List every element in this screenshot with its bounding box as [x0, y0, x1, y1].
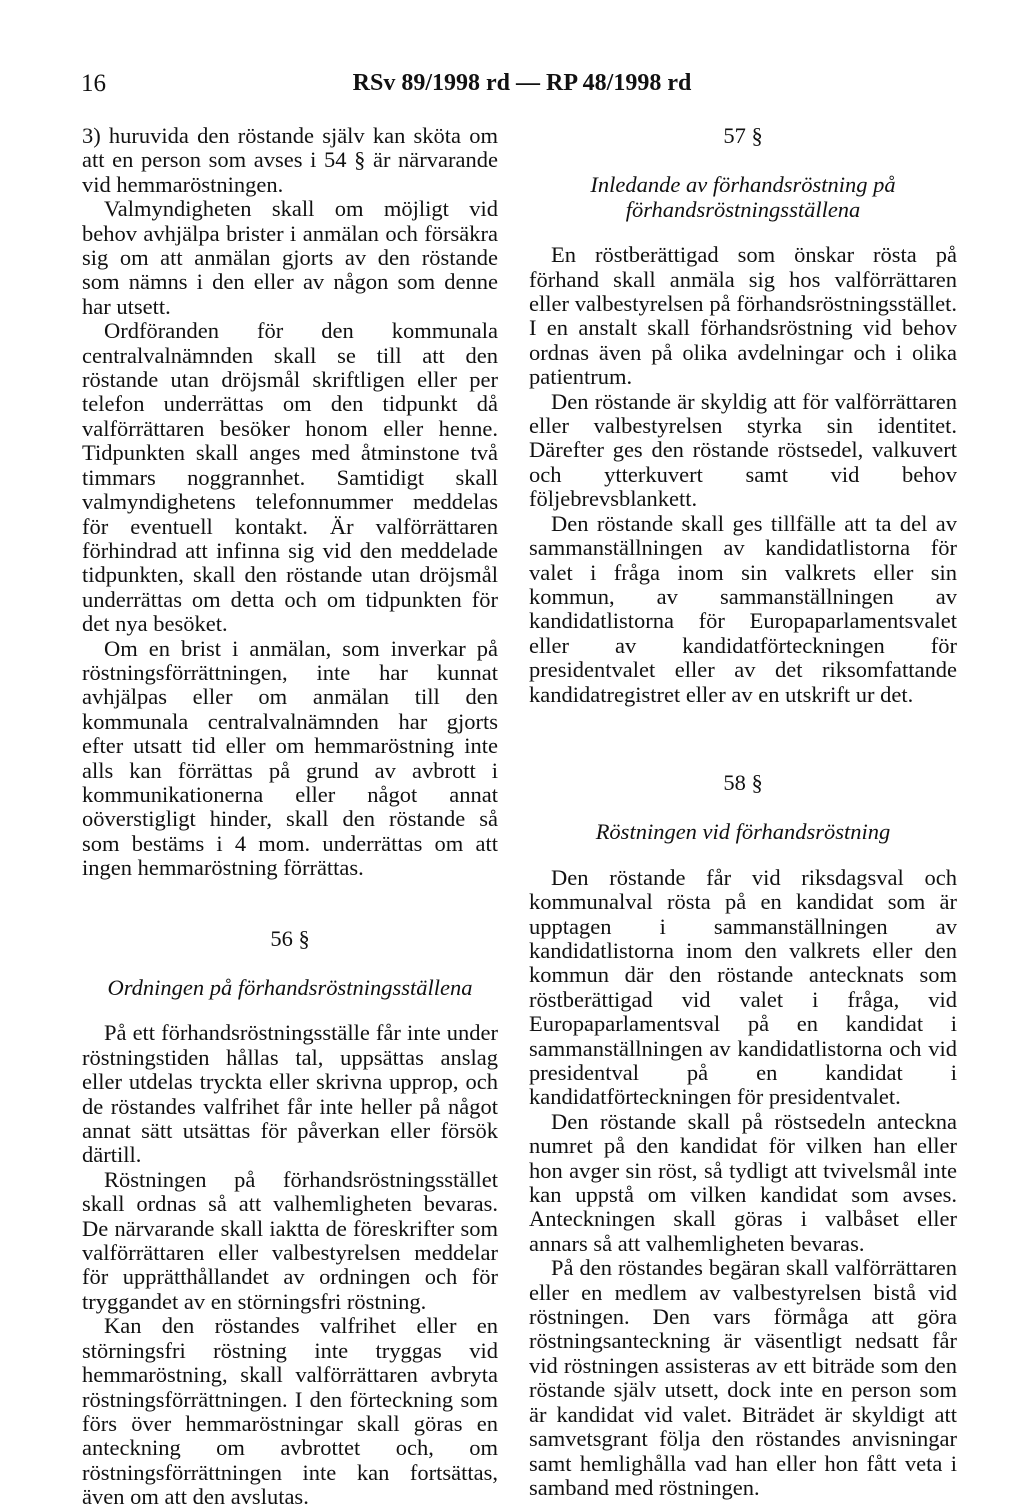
paragraph: Ordföranden för den kommunala centralvalnämnden skall se till att den röstande utan dröjsmål skriftligen eller per telefon underrättas om den tidpunkt då valförrättaren besöker honom eller henne. Tidpunkten skall anges med åtminstone två timmars noggrannhet. Samtidigt skall valmyndighetens telefonnummer meddelas för eventuell kontakt. Är valförrättaren förhindrad att infinna sig vid den meddelade tidpunkten, skall den röstande utan dröjsmål underrättas om detta och om tidpunkten för det nya besöket. [82, 318, 498, 637]
section-number: 58 § [723, 769, 763, 795]
running-header: RSv 89/1998 rd — RP 48/1998 rd [352, 70, 692, 96]
paragraph: Den röstande skall på röstsedeln anteckna numret på den kandidat för vilken han eller hon avger sin röst, så tydligt att tvivelsmål inte kan uppstå om vilken kandidat som avses. Anteckningen skall göras i valbåset eller annars så att valhemligheten bevaras. [529, 1108, 957, 1256]
paragraph: En röstberättigad som önskar rösta på förhand skall anmäla sig hos valförrättaren eller valbestyrelsen på förhandsröstningsstället. I en anstalt skall förhandsröstning vid behov ordnas även på olika avdelningar och i olika patientrum. [529, 242, 957, 390]
section-title: Röstningen vid förhandsröstning [595, 819, 891, 845]
paragraph: Kan den röstandes valfrihet eller en störningsfri röstning inte tryggas vid hemmaröstning, skall valförrättaren avbryta röstningsförrättningen. I den förteckning som förs över hemmaröstningar skall göras en anteckning om avbrottet och, om röstningsförrättningen inte kan fortsättas, även om att den avslutas. [82, 1313, 498, 1510]
left-column [82, 124, 498, 1510]
paragraph: Den röstande är skyldig att för valförrättaren eller valbestyrelsen styrka sin identitet. Därefter ges den röstande röstsedel, valkuvert och ytterkuvert samt vid behov följebrevsblankett. [529, 388, 957, 512]
page-number: 16 [81, 70, 106, 97]
paragraph: 3) huruvida den röstande själv kan sköta om att en person som avses i 54 § är närvarande vid hemmaröstningen. [82, 123, 498, 197]
section-title: Ordningen på förhandsröstningsställena [107, 975, 473, 1000]
section-number: 57 § [723, 123, 763, 148]
paragraph: På ett förhandsröstningsställe får inte under röstningstiden hållas tal, uppsättas anslag eller utdelas tryckta eller skrivna upprop, och de röstandes valfrihet får inte heller på något annat sätt utsättas för påverkan eller försök därtill. [82, 1020, 498, 1168]
paragraph: Valmyndigheten skall om möjligt vid behov avhjälpa brister i anmälan och försäkra sig om att anmälan gjorts av den röstande som nämns i den eller av någon som denne har utsett. [82, 196, 498, 319]
section-number: 56 § [270, 925, 310, 951]
paragraph: Den röstande skall ges tillfälle att ta del av sammanställningen av kandidatlistorna för valet i fråga inom sin valkrets eller sin kommun, av sammanställningen av kandidatlistorna för Europaparlamentsvalet eller av kandidatförteckningen för presidentvalet eller av det riksomfattande kandidatregistret eller av en utskrift ur det. [529, 510, 957, 707]
section-title: Inledande av förhandsröstning på förhandsröstningsställena [590, 172, 896, 222]
paragraph: Röstningen på förhandsröstningsstället skall ordnas så att valhemligheten bevaras. De närvarande skall iaktta de föreskrifter som valförrättaren eller valbestyrelsen meddelar för upprätthållandet av ordningen och för tryggandet av en störningsfri röstning. [82, 1166, 498, 1314]
right-column [529, 124, 957, 1500]
paragraph: Den röstande får vid riksdagsval och kommunalval rösta på en kandidat som är upptagen i sammanställningen av kandidatlistorna inom den valkrets eller den kommun där den röstande antecknats som röstberättigad vid valet i fråga, vid Europaparlamentsval på en kandidat i sammanställningen av kandidatlistorna och vid presidentval på en kandidat i kandidatförteckningen för presidentvalet. [529, 864, 957, 1110]
paragraph: Om en brist i anmälan, som inverkar på röstningsförrättningen, inte har kunnat avhjälpas eller om anmälan till den kommunala centralvalnämnden har gjorts efter utsatt tid eller om hemmaröstning inte alls kan förrättas på grund av avbrott i kommunikationerna eller något annat oöverstigligt hinder, skall den röstande så som bestäms i 4 mom. underrättas om att ingen hemmaröstning förrättas. [82, 635, 498, 881]
paragraph: På den röstandes begäran skall valförrättaren eller en medlem av valbestyrelsen bistå vid röstningen. Den vars förmåga att göra röstningsanteckning är väsentligt nedsatt får vid röstningen assisteras av ett biträde som den röstande själv utsett, dock inte en person som är kandidat vid valet. Biträdet är skyldigt att samvetsgrant följa den röstandes anvisningar samt hemlighålla vad han eller hon fått veta i samband med röstningen. [529, 1255, 957, 1500]
